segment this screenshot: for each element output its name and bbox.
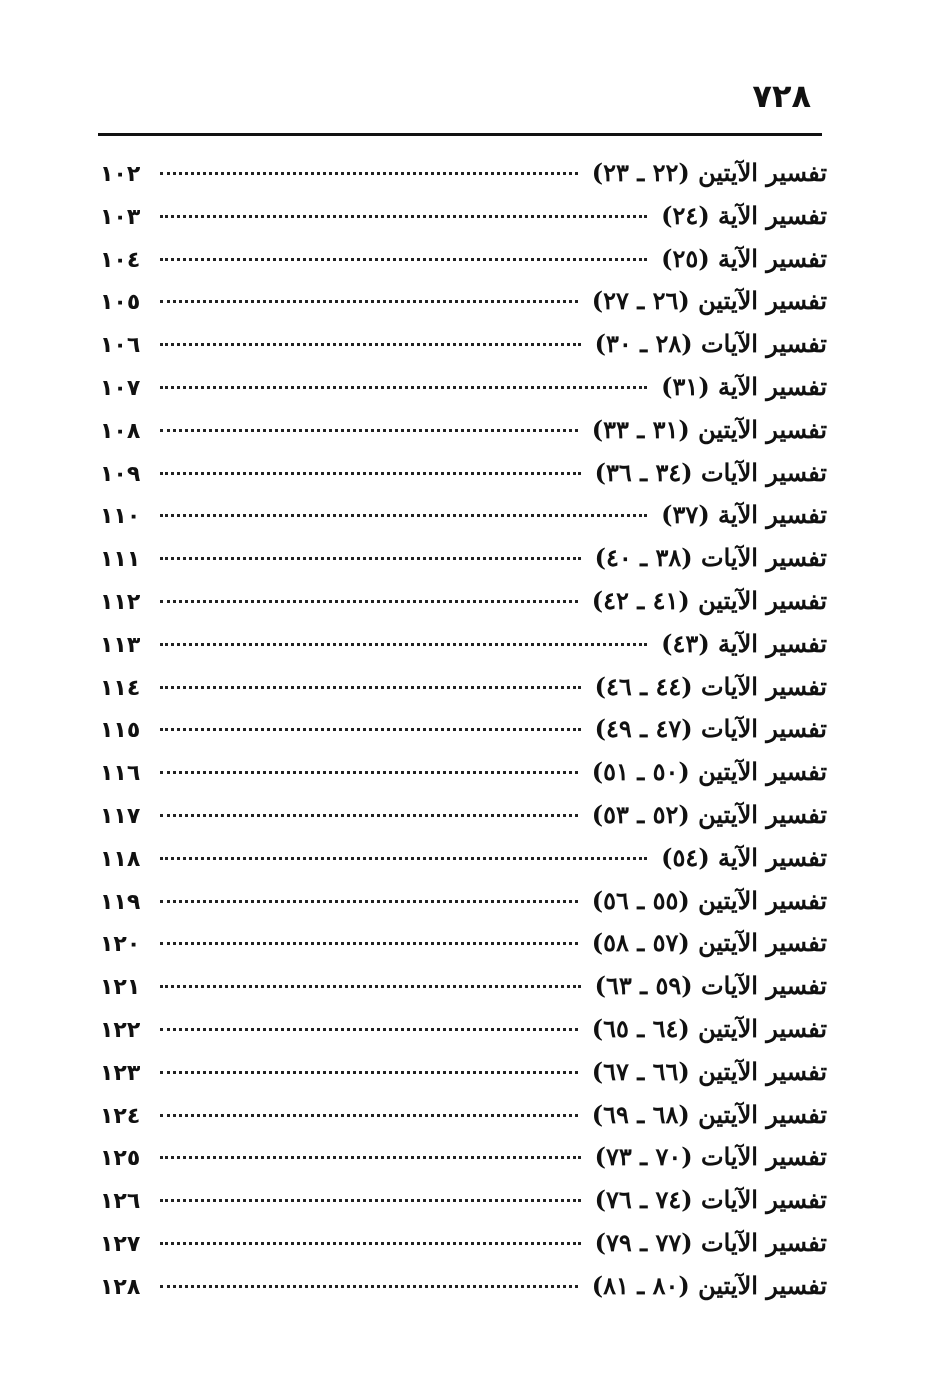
toc-entry-title: تفسير الآية (٤٣) [661, 628, 827, 658]
dot-leader [160, 215, 647, 218]
toc-row [100, 158, 827, 201]
toc-entry-page: ١٢٥ [100, 1146, 141, 1172]
toc-entry-page: ١١٤ [100, 675, 141, 701]
toc-row [100, 1228, 827, 1271]
dot-leader [160, 429, 578, 432]
toc-row [100, 757, 827, 800]
toc-entry-page: ١٢٦ [100, 1189, 141, 1215]
dot-leader [160, 1199, 581, 1202]
toc-entry-page: ١٠٧ [100, 375, 141, 401]
dot-leader [160, 386, 647, 389]
page-number: ٧٢٨ [752, 77, 811, 115]
dot-leader [160, 942, 578, 945]
toc-entry-page: ١١٢ [100, 589, 141, 615]
toc-row [100, 543, 827, 586]
toc-entry-page: ١٢٢ [100, 1017, 141, 1043]
toc-entry-page: ١١١ [100, 547, 141, 573]
toc-entry-title: تفسير الآيتين (٦٤ ـ ٦٥) [591, 1013, 827, 1043]
toc-entry-title: تفسير الآيات (٤٤ ـ ٤٦) [594, 671, 827, 701]
toc-row [100, 329, 827, 372]
toc-entry-title: تفسير الآيتين (٨٠ ـ ٨١) [591, 1270, 827, 1300]
toc-entry-page: ١٠٤ [100, 247, 141, 273]
toc-entry-title: تفسير الآية (٢٤) [661, 200, 827, 230]
toc-entry-page: ١٠٥ [100, 290, 141, 316]
toc-row [100, 286, 827, 329]
dot-leader [160, 814, 578, 817]
toc-row [100, 1142, 827, 1185]
toc-entry-page: ١١٣ [100, 632, 141, 658]
dot-leader [160, 1071, 578, 1074]
toc-entry-page: ١٠٩ [100, 461, 141, 487]
toc-entry-title: تفسير الآية (٣٧) [661, 500, 827, 530]
toc-row [100, 1271, 827, 1314]
toc-entry-title: تفسير الآيتين (٦٨ ـ ٦٩) [591, 1099, 827, 1129]
toc-row [100, 500, 827, 543]
dot-leader [160, 686, 581, 689]
toc-entry-title: تفسير الآيتين (٤١ ـ ٤٢) [591, 585, 827, 615]
toc-row [100, 1185, 827, 1228]
toc-row [100, 800, 827, 843]
dot-leader [160, 1242, 581, 1245]
dot-leader [160, 1285, 578, 1288]
header-rule [98, 133, 822, 136]
dot-leader [160, 728, 581, 731]
toc-entry-page: ١٠٢ [100, 162, 141, 187]
toc-row [100, 886, 827, 929]
toc-entry-title: تفسير الآيتين (٥٢ ـ ٥٣) [591, 799, 827, 829]
dot-leader [160, 472, 581, 475]
dot-leader [160, 771, 578, 774]
toc-entry-title: تفسير الآيتين (٥٥ ـ ٥٦) [591, 885, 827, 915]
toc-row [100, 1057, 827, 1100]
toc-row [100, 843, 827, 886]
dot-leader [160, 1156, 581, 1159]
toc-row [100, 586, 827, 629]
toc-entry-title: تفسير الآيتين (٣١ ـ ٣٣) [591, 414, 827, 444]
toc-entry-page: ١٢٤ [100, 1103, 141, 1129]
toc-entry-title: تفسير الآية (٥٤) [661, 842, 827, 872]
toc-entry-title: تفسير الآيتين (٦٦ ـ ٦٧) [591, 1056, 827, 1086]
toc-entry-page: ١١٠ [100, 504, 141, 530]
dot-leader [160, 900, 578, 903]
toc-entry-title: تفسير الآيات (٧٠ ـ ٧٣) [594, 1142, 827, 1172]
toc-entry-page: ١٠٣ [100, 204, 141, 230]
toc-row [100, 672, 827, 715]
toc-row [100, 1100, 827, 1143]
dot-leader [160, 514, 647, 517]
toc-row [100, 458, 827, 501]
toc-row [100, 714, 827, 757]
toc-row [100, 201, 827, 244]
dot-leader [160, 258, 647, 261]
dot-leader [160, 1028, 578, 1031]
toc-entry-page: ١٢٠ [100, 932, 141, 958]
dot-leader [160, 600, 578, 603]
table-of-contents [100, 158, 827, 1314]
toc-row [100, 244, 827, 287]
toc-entry-title: تفسير الآيتين (٢٦ ـ ٢٧) [591, 286, 827, 316]
toc-row [100, 1014, 827, 1057]
toc-row [100, 629, 827, 672]
toc-entry-title: تفسير الآيات (٥٩ ـ ٦٣) [594, 971, 827, 1001]
dot-leader [160, 857, 647, 860]
toc-entry-title: تفسير الآيات (٢٨ ـ ٣٠) [594, 329, 827, 359]
toc-entry-page: ١١٦ [100, 761, 141, 787]
dot-leader [160, 985, 581, 988]
toc-entry-title: تفسير الآيات (٧٧ ـ ٧٩) [594, 1227, 827, 1257]
toc-entry-page: ١٢٣ [100, 1060, 141, 1086]
toc-entry-title: تفسير الآية (٢٥) [661, 243, 827, 273]
toc-entry-title: تفسير الآيتين (٢٢ ـ ٢٣) [591, 158, 827, 187]
toc-entry-title: تفسير الآيات (٣٨ ـ ٤٠) [594, 543, 827, 573]
dot-leader [160, 343, 581, 346]
toc-row [100, 971, 827, 1014]
dot-leader [160, 300, 578, 303]
toc-entry-page: ١١٩ [100, 889, 141, 915]
toc-entry-page: ١٠٨ [100, 418, 141, 444]
dot-leader [160, 1114, 578, 1117]
toc-entry-title: تفسير الآيات (٣٤ ـ ٣٦) [594, 457, 827, 487]
toc-entry-page: ١٢٨ [100, 1274, 141, 1300]
dot-leader [160, 643, 647, 646]
toc-entry-page: ١١٨ [100, 846, 141, 872]
toc-entry-page: ١٢٧ [100, 1231, 141, 1257]
toc-row [100, 372, 827, 415]
toc-entry-page: ١٠٦ [100, 333, 141, 359]
toc-row [100, 415, 827, 458]
toc-row [100, 928, 827, 971]
toc-entry-page: ١١٧ [100, 803, 141, 829]
dot-leader [160, 172, 578, 175]
toc-entry-title: تفسير الآيات (٧٤ ـ ٧٦) [594, 1185, 827, 1215]
toc-entry-title: تفسير الآية (٣١) [661, 371, 827, 401]
toc-entry-page: ١١٥ [100, 718, 141, 744]
toc-entry-title: تفسير الآيات (٤٧ ـ ٤٩) [594, 714, 827, 744]
dot-leader [160, 557, 581, 560]
toc-entry-title: تفسير الآيتين (٥٧ ـ ٥٨) [591, 928, 827, 958]
toc-entry-title: تفسير الآيتين (٥٠ ـ ٥١) [591, 757, 827, 787]
toc-entry-page: ١٢١ [100, 975, 141, 1001]
